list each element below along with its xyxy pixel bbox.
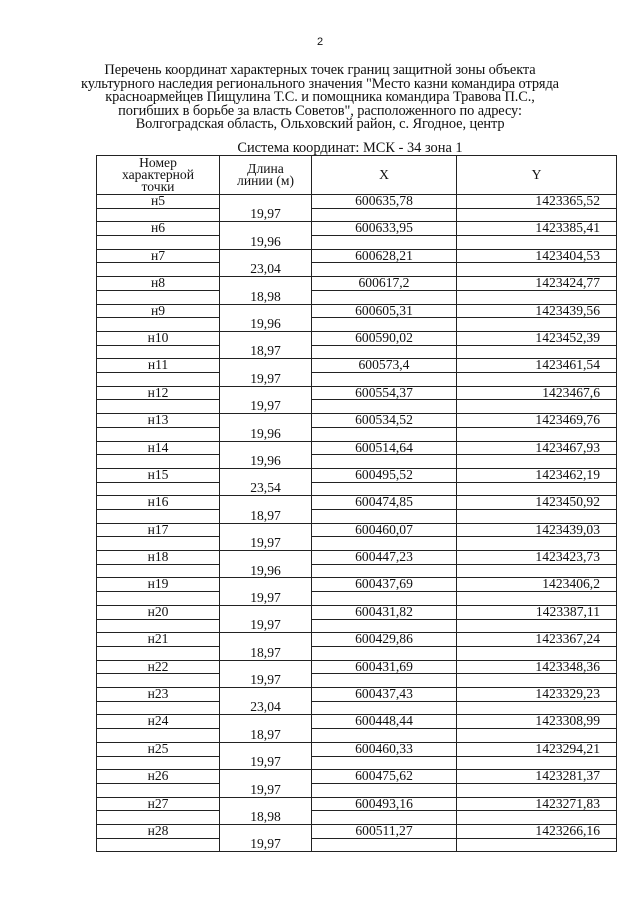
point-number-cell: н22 — [97, 660, 220, 674]
coordinate-system-caption: Система координат: МСК - 34 зона 1 — [237, 140, 463, 156]
title-line: Перечень координат характерных точек границ защитной зоны объекта — [104, 62, 536, 78]
empty-cell — [97, 290, 220, 304]
x-coordinate-cell: 600590,02 — [312, 331, 457, 345]
line-length-cell: 19,97 — [220, 756, 312, 770]
table-row — [97, 688, 617, 702]
point-number-cell: н17 — [97, 523, 220, 537]
empty-cell — [97, 427, 220, 441]
empty-cell — [312, 290, 457, 304]
table-row — [97, 414, 617, 428]
y-coordinate-cell: 1423452,39 — [457, 331, 617, 345]
x-coordinate-cell: 600573,4 — [312, 359, 457, 373]
y-coordinate-cell: 1423461,54 — [457, 359, 617, 373]
line-length-cell: 18,97 — [220, 646, 312, 660]
y-coordinate-cell: 1423424,77 — [457, 277, 617, 291]
table-row — [97, 523, 617, 537]
y-coordinate-cell: 1423365,52 — [457, 195, 617, 209]
table-row — [97, 824, 617, 838]
line-length-cell: 18,98 — [220, 290, 312, 304]
line-length-cell: 18,97 — [220, 510, 312, 524]
point-number-cell: н15 — [97, 468, 220, 482]
point-number-cell: н26 — [97, 770, 220, 784]
y-coordinate-cell: 1423271,83 — [457, 797, 617, 811]
point-number-cell: н9 — [97, 304, 220, 318]
table-row — [97, 797, 617, 811]
x-coordinate-cell: 600460,07 — [312, 523, 457, 537]
point-number-cell: н14 — [97, 441, 220, 455]
table-row — [97, 195, 617, 209]
y-coordinate-cell: 1423404,53 — [457, 249, 617, 263]
x-coordinate-cell: 600534,52 — [312, 414, 457, 428]
title-line: Волгоградская область, Ольховский район, с. Ягодное, центр — [135, 116, 505, 133]
x-coordinate-cell: 600605,31 — [312, 304, 457, 318]
line-length-cell: 18,98 — [220, 811, 312, 825]
line-length-cell: 18,97 — [220, 729, 312, 743]
x-coordinate-cell: 600431,69 — [312, 660, 457, 674]
line-length-cell: 19,96 — [220, 236, 312, 250]
point-number-cell: н16 — [97, 496, 220, 510]
table-row — [97, 304, 617, 318]
line-length-cell: 19,97 — [220, 674, 312, 688]
empty-cell — [457, 290, 617, 304]
empty-cell — [457, 427, 617, 441]
y-coordinate-cell: 1423367,24 — [457, 633, 617, 647]
line-length-cell: 19,97 — [220, 592, 312, 606]
x-coordinate-cell: 600447,23 — [312, 551, 457, 565]
table-row — [97, 742, 617, 756]
x-coordinate-cell: 600511,27 — [312, 824, 457, 838]
x-coordinate-cell: 600554,37 — [312, 386, 457, 400]
point-number-cell: н25 — [97, 742, 220, 756]
y-coordinate-cell: 1423387,11 — [457, 605, 617, 619]
line-length-cell: 19,97 — [220, 537, 312, 551]
y-coordinate-cell: 1423469,76 — [457, 414, 617, 428]
point-number-cell: н7 — [97, 249, 220, 263]
x-coordinate-cell: 600628,21 — [312, 249, 457, 263]
x-coordinate-cell: 600474,85 — [312, 496, 457, 510]
table-row — [97, 386, 617, 400]
y-coordinate-cell: 1423467,6 — [457, 386, 617, 400]
line-length-cell: 19,97 — [220, 783, 312, 797]
point-number-cell: н12 — [97, 386, 220, 400]
line-length-cell: 19,97 — [220, 373, 312, 387]
y-coordinate-cell: 1423266,16 — [457, 824, 617, 838]
table-row — [97, 427, 617, 441]
y-coordinate-cell: 1423450,92 — [457, 496, 617, 510]
x-coordinate-cell: 600633,95 — [312, 222, 457, 236]
y-coordinate-cell: 1423281,37 — [457, 770, 617, 784]
point-number-cell: н23 — [97, 688, 220, 702]
empty-cell — [312, 427, 457, 441]
line-length-cell: 19,97 — [220, 838, 312, 852]
header-point-number: Номер характерной точки — [97, 156, 220, 195]
table-row — [97, 660, 617, 674]
table-row — [97, 770, 617, 784]
y-coordinate-cell: 1423348,36 — [457, 660, 617, 674]
line-length-cell: 18,97 — [220, 345, 312, 359]
y-coordinate-cell: 1423385,41 — [457, 222, 617, 236]
page-number: 2 — [316, 36, 324, 48]
line-length-cell: 19,97 — [220, 400, 312, 414]
line-length-cell: 23,54 — [220, 482, 312, 496]
table-row — [97, 496, 617, 510]
x-coordinate-cell: 600514,64 — [312, 441, 457, 455]
table-row — [97, 715, 617, 729]
table-header-row — [97, 156, 617, 195]
table-row — [97, 633, 617, 647]
line-length-cell: 19,96 — [220, 427, 312, 441]
x-coordinate-cell: 600431,82 — [312, 605, 457, 619]
table-row — [97, 441, 617, 455]
empty-cell — [97, 838, 220, 852]
point-number-cell: н10 — [97, 331, 220, 345]
point-number-cell: н11 — [97, 359, 220, 373]
x-coordinate-cell: 600635,78 — [312, 195, 457, 209]
x-coordinate-cell: 600460,33 — [312, 742, 457, 756]
line-length-cell: 23,04 — [220, 701, 312, 715]
x-coordinate-cell: 600495,52 — [312, 468, 457, 482]
y-coordinate-cell: 1423406,2 — [457, 578, 617, 592]
point-number-cell: н18 — [97, 551, 220, 565]
x-coordinate-cell: 600437,43 — [312, 688, 457, 702]
header-line-length: Длина линии (м) — [220, 156, 312, 195]
point-number-cell: н6 — [97, 222, 220, 236]
table-row — [97, 468, 617, 482]
title-line: культурного наследия регионального значения "Место казни командира отряда — [81, 75, 559, 92]
y-coordinate-cell: 1423462,19 — [457, 468, 617, 482]
table-row — [97, 838, 617, 852]
table-row — [97, 578, 617, 592]
point-number-cell: н28 — [97, 824, 220, 838]
table-row — [97, 249, 617, 263]
y-coordinate-cell: 1423439,56 — [457, 304, 617, 318]
header-y: Y — [457, 156, 617, 195]
table-row — [97, 331, 617, 345]
x-coordinate-cell: 600493,16 — [312, 797, 457, 811]
y-coordinate-cell: 1423439,03 — [457, 523, 617, 537]
point-number-cell: н19 — [97, 578, 220, 592]
y-coordinate-cell: 1423329,23 — [457, 688, 617, 702]
point-number-cell: н21 — [97, 633, 220, 647]
header-x: X — [312, 156, 457, 195]
point-number-cell: н27 — [97, 797, 220, 811]
y-coordinate-cell: 1423423,73 — [457, 551, 617, 565]
line-length-cell: 19,97 — [220, 208, 312, 222]
line-length-cell: 19,96 — [220, 455, 312, 469]
y-coordinate-cell: 1423467,93 — [457, 441, 617, 455]
x-coordinate-cell: 600429,86 — [312, 633, 457, 647]
document-title — [60, 64, 580, 132]
line-length-cell: 23,04 — [220, 263, 312, 277]
x-coordinate-cell: 600448,44 — [312, 715, 457, 729]
point-number-cell: н8 — [97, 277, 220, 291]
point-number-cell: н13 — [97, 414, 220, 428]
y-coordinate-cell: 1423294,21 — [457, 742, 617, 756]
point-number-cell: н24 — [97, 715, 220, 729]
empty-cell — [312, 838, 457, 852]
table-row — [97, 551, 617, 565]
table-row — [97, 605, 617, 619]
table-row — [97, 222, 617, 236]
x-coordinate-cell: 600617,2 — [312, 277, 457, 291]
line-length-cell: 19,96 — [220, 318, 312, 332]
point-number-cell: н20 — [97, 605, 220, 619]
table-body — [97, 195, 617, 852]
coordinates-table — [96, 155, 617, 852]
title-line: погибших в борьбе за власть Советов", расположенного по адресу: — [118, 102, 522, 119]
point-number-cell: н5 — [97, 195, 220, 209]
table-row — [97, 290, 617, 304]
line-length-cell: 19,97 — [220, 619, 312, 633]
x-coordinate-cell: 600437,69 — [312, 578, 457, 592]
y-coordinate-cell: 1423308,99 — [457, 715, 617, 729]
table-row — [97, 359, 617, 373]
x-coordinate-cell: 600475,62 — [312, 770, 457, 784]
title-line: красноармейцев Пищулина Т.С. и помощника командира Травова П.С., — [105, 89, 535, 106]
line-length-cell: 19,96 — [220, 564, 312, 578]
empty-cell — [457, 838, 617, 852]
table-row — [97, 277, 617, 291]
